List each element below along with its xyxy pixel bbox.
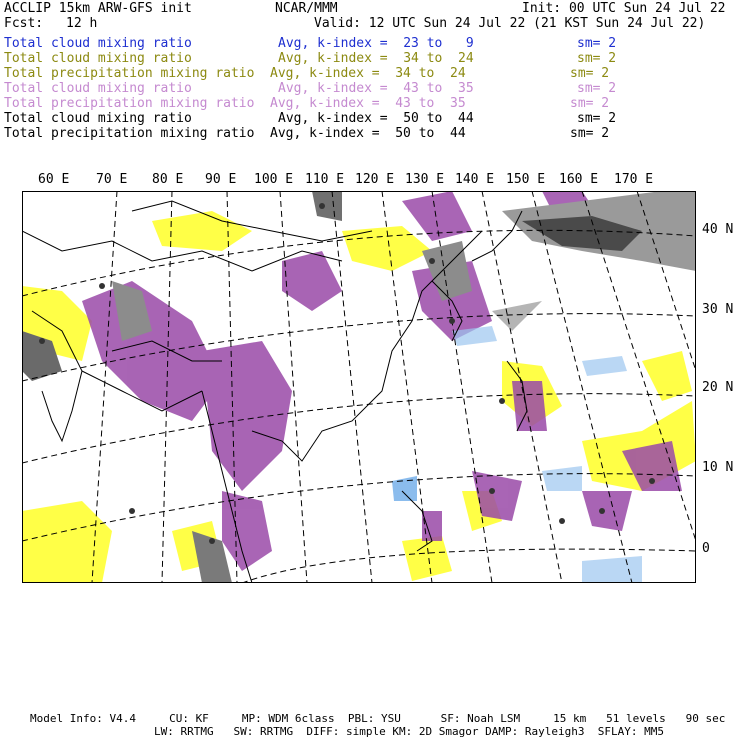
lon-label: 150 E <box>506 172 546 187</box>
lat-label: 40 N <box>702 222 734 237</box>
lon-label: 120 E <box>355 172 395 187</box>
lat-label: 10 N <box>702 460 734 475</box>
field-sm: sm= 2 <box>570 96 610 111</box>
lon-label: 70 E <box>96 172 128 187</box>
model-physics: LW: RRTMG SW: RRTMG DIFF: simple KM: 2D Smagor DAMP: Rayleigh3 SFLAY: MM5 <box>154 725 664 738</box>
field-sm: sm= 2 <box>577 51 617 66</box>
model-title: ACCLIP 15km ARW-GFS init <box>4 1 192 16</box>
lat-label: 20 N <box>702 380 734 395</box>
lon-label: 60 E <box>38 172 70 187</box>
lat-label: 30 N <box>702 302 734 317</box>
field-name: Total cloud mixing ratio <box>4 111 192 126</box>
model-info: Model Info: V4.4 CU: KF MP: WDM 6class PBL: YSU SF: Noah LSM 15 km 51 levels 90 sec <box>30 712 726 725</box>
lat-label: 0 <box>702 541 710 556</box>
forecast-hour: 12 h <box>66 16 98 31</box>
init-time: Init: 00 UTC Sun 24 Jul 22 <box>522 1 726 16</box>
field-avg: Avg, k-index = 34 to 24 <box>278 51 474 66</box>
lon-label: 110 E <box>305 172 345 187</box>
field-avg: Avg, k-index = 34 to 24 <box>270 66 466 81</box>
field-sm: sm= 2 <box>577 81 617 96</box>
field-name: Total precipitation mixing ratio <box>4 126 255 141</box>
field-avg: Avg, k-index = 43 to 35 <box>270 96 466 111</box>
field-name: Total precipitation mixing ratio <box>4 66 255 81</box>
field-sm: sm= 2 <box>577 111 617 126</box>
forecast-map <box>22 191 696 583</box>
field-name: Total cloud mixing ratio <box>4 81 192 96</box>
institution-label: NCAR/MMM <box>275 1 338 16</box>
field-avg: Avg, k-index = 50 to 44 <box>278 111 474 126</box>
lon-label: 170 E <box>614 172 654 187</box>
lon-label: 90 E <box>205 172 237 187</box>
field-avg: Avg, k-index = 23 to 9 <box>278 36 474 51</box>
lon-label: 140 E <box>455 172 495 187</box>
lon-label: 160 E <box>559 172 599 187</box>
valid-time: Valid: 12 UTC Sun 24 Jul 22 (21 KST Sun 24 Jul 22) <box>314 16 706 31</box>
field-name: Total cloud mixing ratio <box>4 51 192 66</box>
lon-label: 130 E <box>405 172 445 187</box>
field-sm: sm= 2 <box>577 36 617 51</box>
lon-label: 100 E <box>254 172 294 187</box>
field-name: Total cloud mixing ratio <box>4 36 192 51</box>
field-avg: Avg, k-index = 43 to 35 <box>278 81 474 96</box>
field-avg: Avg, k-index = 50 to 44 <box>270 126 466 141</box>
field-name: Total precipitation mixing ratio <box>4 96 255 111</box>
forecast-label: Fcst: <box>4 16 44 31</box>
field-sm: sm= 2 <box>570 126 610 141</box>
field-sm: sm= 2 <box>570 66 610 81</box>
lon-label: 80 E <box>152 172 184 187</box>
